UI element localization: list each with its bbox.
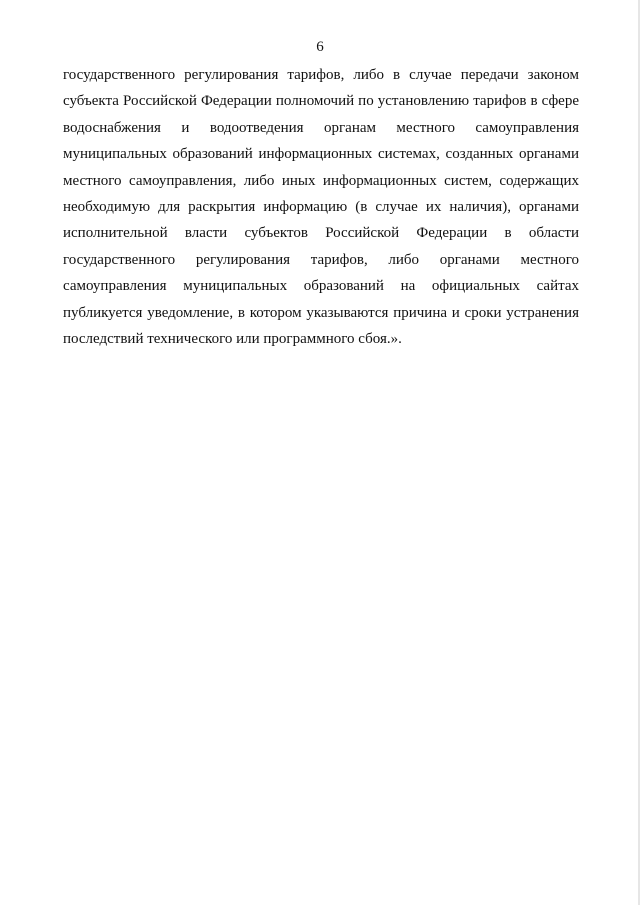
text-line: самоуправления муниципальных образований на официальных сайтах (63, 278, 579, 295)
body-paragraph (63, 62, 579, 352)
text-line: необходимую для раскрытия информацию (в случае их наличия), органами (63, 198, 579, 215)
page-number: 6 (316, 39, 324, 55)
text-line-last: последствий технического или программного сбоя.». (63, 330, 402, 347)
text-line: муниципальных образований информационных системах, созданных органами (63, 146, 579, 163)
text-line: местного самоуправления, либо иных информационных систем, содержащих (63, 172, 579, 189)
text-line: государственного регулирования тарифов, либо в случае передачи законом (63, 67, 579, 83)
text-line: субъекта Российской Федерации полномочий по установлению тарифов в сфере (63, 93, 579, 110)
text-line: публикуется уведомление, в котором указываются причина и сроки устранения (63, 304, 579, 321)
text-line: водоснабжения и водоотведения органам местного самоуправления (63, 119, 579, 136)
text-line: государственного регулирования тарифов, либо органами местного (63, 251, 579, 268)
text-line: исполнительной власти субъектов Российской Федерации в области (63, 225, 579, 242)
